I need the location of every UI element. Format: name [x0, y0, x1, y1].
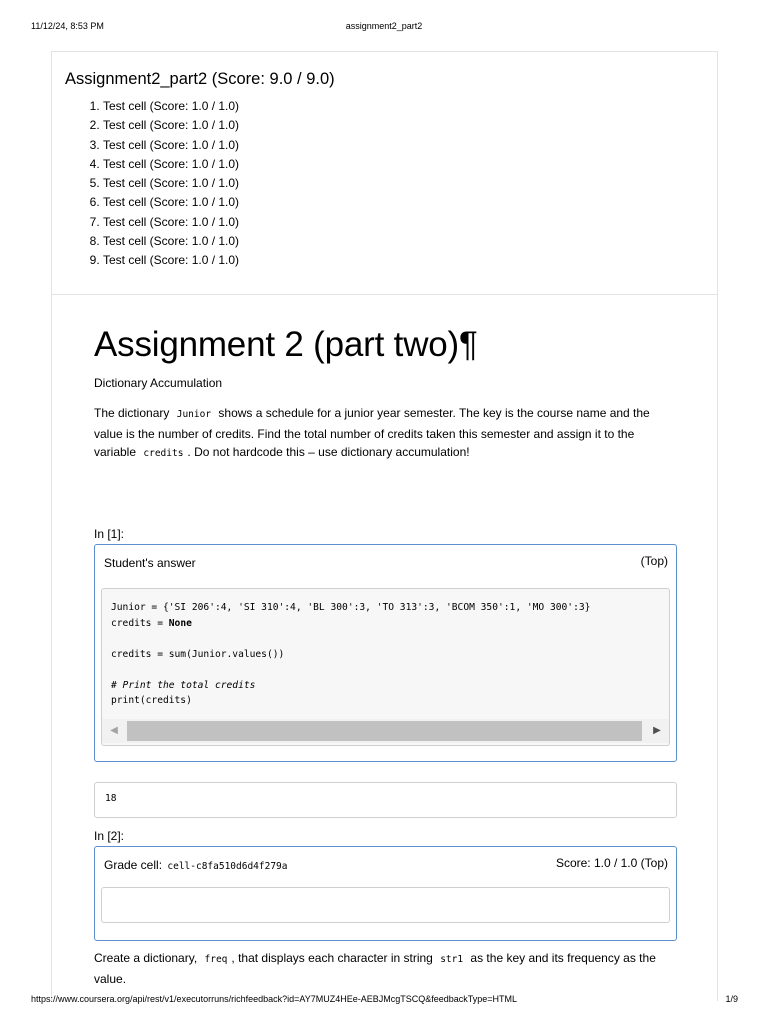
text: Grade cell:	[104, 858, 163, 872]
test-cell-link[interactable]: 2. Test cell (Score: 1.0 / 1.0)	[103, 116, 717, 135]
grade-cell-body[interactable]	[101, 887, 670, 923]
text: , that displays each character in string	[231, 951, 433, 965]
text: The dictionary	[94, 406, 170, 420]
inline-code: Junior	[176, 409, 212, 420]
cell-output	[94, 782, 677, 818]
grade-cell-id: cell-c8fa510d6d4f279a	[167, 861, 288, 872]
print-doc-title: assignment2_part2	[345, 21, 423, 31]
text: as the key and its frequency as the value.	[94, 951, 656, 986]
text: . Do not hardcode this – use dictionary accumulation!	[187, 445, 470, 459]
score-top-link[interactable]: Score: 1.0 / 1.0 (Top)	[555, 856, 668, 870]
output-text: 18	[105, 793, 117, 804]
cell-header-label: Student's answer	[104, 556, 196, 570]
cell-header	[95, 847, 676, 881]
code-line: credits = sum(Junior.values())	[111, 648, 285, 660]
test-cell-link[interactable]: 5. Test cell (Score: 1.0 / 1.0)	[103, 174, 717, 193]
code-line: Junior = {'SI 206':4, 'SI 310':4, 'BL 300':3, 'TO 313':3, 'BCOM 350':1, 'MO 300':3}	[111, 602, 591, 613]
scrollbar-thumb[interactable]	[127, 721, 642, 741]
task-description	[94, 404, 677, 464]
print-datetime: 11/12/24, 8:53 PM	[31, 21, 104, 31]
notebook-content	[94, 324, 677, 986]
scroll-left-icon[interactable]: ◀	[110, 725, 118, 736]
test-cell-link[interactable]: 3. Test cell (Score: 1.0 / 1.0)	[103, 136, 717, 155]
summary-title: Assignment2_part2 (Score: 9.0 / 9.0)	[65, 70, 335, 88]
feedback-panel	[51, 51, 718, 1001]
print-header	[0, 0, 768, 44]
cell-header	[95, 545, 676, 579]
page-number: 1/9	[725, 994, 738, 1004]
cell-prompt: In [2]:	[94, 829, 125, 843]
grade-cell	[94, 846, 677, 941]
code-line: credits =	[111, 617, 169, 629]
print-url: https://www.coursera.org/api/rest/v1/executorruns/richfeedback?id=AY7MUZ4HEe-AEBJMcgTSCQ&feedbackType=HTML	[31, 994, 518, 1004]
top-link[interactable]: (Top)	[640, 554, 668, 568]
task-description	[94, 949, 677, 988]
text: Create a dictionary,	[94, 951, 198, 965]
test-cell-list	[65, 97, 717, 271]
test-cell-link[interactable]: 1. Test cell (Score: 1.0 / 1.0)	[103, 97, 717, 116]
student-answer-cell	[94, 544, 677, 762]
inline-code: freq	[204, 954, 228, 965]
code-line: print(credits)	[111, 695, 192, 706]
code-block	[102, 589, 669, 709]
grade-cell-label	[104, 858, 287, 872]
print-footer	[0, 992, 768, 1012]
notebook-title: Assignment 2 (part two)¶	[94, 325, 478, 364]
code-area[interactable]	[101, 588, 670, 746]
code-keyword: None	[168, 617, 192, 629]
inline-code: credits	[143, 448, 184, 459]
cell-prompt: In [1]:	[94, 527, 125, 541]
text: shows a schedule for a junior year semester. The key is the course name and the value is the number of credits. Find the total number of credits taken this semester and assign it to the variable	[94, 406, 650, 459]
horizontal-scrollbar[interactable]	[102, 719, 669, 743]
test-cell-link[interactable]: 4. Test cell (Score: 1.0 / 1.0)	[103, 155, 717, 174]
test-cell-link[interactable]: 7. Test cell (Score: 1.0 / 1.0)	[103, 213, 717, 232]
test-cell-link[interactable]: 9. Test cell (Score: 1.0 / 1.0)	[103, 251, 717, 270]
section-subtitle: Dictionary Accumulation	[94, 376, 223, 390]
scroll-right-icon[interactable]: ▶	[653, 725, 661, 736]
code-comment: # Print the total credits	[111, 679, 256, 691]
test-cell-link[interactable]: 6. Test cell (Score: 1.0 / 1.0)	[103, 193, 717, 212]
test-cell-link[interactable]: 8. Test cell (Score: 1.0 / 1.0)	[103, 232, 717, 251]
inline-code: str1	[440, 954, 464, 965]
score-summary	[52, 52, 717, 295]
